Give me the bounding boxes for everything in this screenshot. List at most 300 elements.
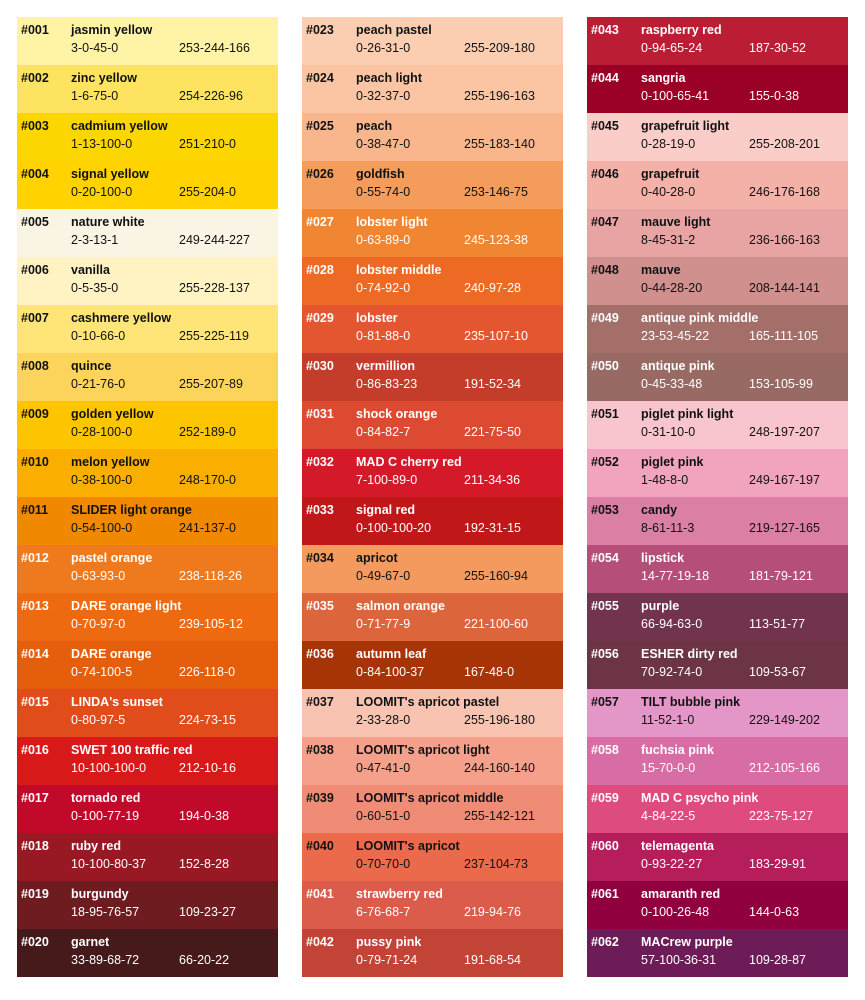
swatch-number: #048 bbox=[591, 263, 619, 277]
swatch-name: burgundy bbox=[71, 887, 129, 901]
swatch-cmyk: 0-28-100-0 bbox=[71, 425, 133, 439]
color-swatch bbox=[587, 785, 848, 833]
swatch-rgb: 219-94-76 bbox=[464, 905, 521, 919]
swatch-rgb: 152-8-28 bbox=[179, 857, 230, 871]
swatch-cmyk: 57-100-36-31 bbox=[641, 953, 717, 967]
swatch-cmyk: 3-0-45-0 bbox=[71, 41, 119, 55]
swatch-number: #014 bbox=[21, 647, 49, 661]
swatch-number: #005 bbox=[21, 215, 49, 229]
swatch-cmyk: 0-38-47-0 bbox=[356, 137, 411, 151]
swatch-rgb: 251-210-0 bbox=[179, 137, 236, 151]
swatch-number: #037 bbox=[306, 695, 334, 709]
swatch-name: tornado red bbox=[71, 791, 141, 805]
swatch-cmyk: 0-21-76-0 bbox=[71, 377, 126, 391]
swatch-cmyk: 6-76-68-7 bbox=[356, 905, 411, 919]
swatch-rgb: 255-160-94 bbox=[464, 569, 528, 583]
swatch-number: #045 bbox=[591, 119, 619, 133]
swatch-name: lobster light bbox=[356, 215, 428, 229]
swatch-number: #023 bbox=[306, 23, 334, 37]
swatch-cmyk: 23-53-45-22 bbox=[641, 329, 710, 343]
color-swatch bbox=[587, 545, 848, 593]
swatch-number: #017 bbox=[21, 791, 49, 805]
color-swatch bbox=[302, 257, 563, 305]
swatch-name: zinc yellow bbox=[71, 71, 137, 85]
color-swatch bbox=[302, 641, 563, 689]
swatch-cmyk: 0-32-37-0 bbox=[356, 89, 411, 103]
color-column-2 bbox=[302, 17, 563, 977]
color-swatch bbox=[17, 545, 278, 593]
color-swatch bbox=[302, 737, 563, 785]
swatch-name: lipstick bbox=[641, 551, 685, 565]
swatch-name: vanilla bbox=[71, 263, 110, 277]
swatch-number: #031 bbox=[306, 407, 334, 421]
swatch-rgb: 167-48-0 bbox=[464, 665, 515, 679]
color-swatch bbox=[302, 449, 563, 497]
swatch-number: #059 bbox=[591, 791, 619, 805]
swatch-name: grapefruit bbox=[641, 167, 700, 181]
color-swatch bbox=[17, 497, 278, 545]
color-swatch bbox=[302, 497, 563, 545]
swatch-cmyk: 0-54-100-0 bbox=[71, 521, 133, 535]
swatch-number: #003 bbox=[21, 119, 49, 133]
color-swatch bbox=[587, 689, 848, 737]
swatch-rgb: 254-226-96 bbox=[179, 89, 243, 103]
swatch-rgb: 255-207-89 bbox=[179, 377, 243, 391]
color-swatch bbox=[17, 641, 278, 689]
swatch-number: #051 bbox=[591, 407, 619, 421]
swatch-name: ruby red bbox=[71, 839, 122, 853]
swatch-rgb: 255-196-180 bbox=[464, 713, 535, 727]
swatch-number: #013 bbox=[21, 599, 49, 613]
swatch-rgb: 244-160-140 bbox=[464, 761, 535, 775]
swatch-cmyk: 0-100-65-41 bbox=[641, 89, 710, 103]
swatch-rgb: 223-75-127 bbox=[749, 809, 813, 823]
color-swatch bbox=[587, 833, 848, 881]
swatch-number: #049 bbox=[591, 311, 619, 325]
swatch-number: #026 bbox=[306, 167, 334, 181]
swatch-rgb: 192-31-15 bbox=[464, 521, 521, 535]
color-swatch bbox=[17, 401, 278, 449]
swatch-rgb: 253-244-166 bbox=[179, 41, 250, 55]
swatch-rgb: 255-204-0 bbox=[179, 185, 236, 199]
swatch-name: nature white bbox=[71, 215, 145, 229]
swatch-rgb: 212-10-16 bbox=[179, 761, 236, 775]
swatch-rgb: 235-107-10 bbox=[464, 329, 528, 343]
swatch-number: #057 bbox=[591, 695, 619, 709]
swatch-name: lobster middle bbox=[356, 263, 442, 277]
swatch-cmyk: 0-31-10-0 bbox=[641, 425, 696, 439]
swatch-cmyk: 33-89-68-72 bbox=[71, 953, 140, 967]
swatch-name: shock orange bbox=[356, 407, 438, 421]
color-swatch bbox=[302, 401, 563, 449]
swatch-rgb: 241-137-0 bbox=[179, 521, 236, 535]
swatch-number: #002 bbox=[21, 71, 49, 85]
color-column-3 bbox=[587, 17, 848, 977]
swatch-cmyk: 4-84-22-5 bbox=[641, 809, 696, 823]
swatch-name: apricot bbox=[356, 551, 398, 565]
swatch-number: #050 bbox=[591, 359, 619, 373]
swatch-cmyk: 18-95-76-57 bbox=[71, 905, 140, 919]
swatch-cmyk: 8-61-11-3 bbox=[641, 521, 695, 535]
swatch-number: #044 bbox=[591, 71, 619, 85]
swatch-number: #018 bbox=[21, 839, 49, 853]
color-swatch bbox=[302, 305, 563, 353]
swatch-rgb: 191-52-34 bbox=[464, 377, 521, 391]
swatch-rgb: 226-118-0 bbox=[179, 665, 236, 679]
swatch-rgb: 249-244-227 bbox=[179, 233, 250, 247]
swatch-rgb: 240-97-28 bbox=[464, 281, 521, 295]
color-swatch bbox=[587, 929, 848, 977]
swatch-number: #006 bbox=[21, 263, 49, 277]
swatch-cmyk: 0-26-31-0 bbox=[356, 41, 411, 55]
swatch-name: candy bbox=[641, 503, 678, 517]
swatch-number: #011 bbox=[21, 503, 49, 517]
swatch-rgb: 109-28-87 bbox=[749, 953, 806, 967]
swatch-cmyk: 0-44-28-20 bbox=[641, 281, 703, 295]
swatch-name: melon yellow bbox=[71, 455, 150, 469]
color-swatch bbox=[17, 305, 278, 353]
swatch-name: LOOMIT's apricot middle bbox=[356, 791, 504, 805]
swatch-name: mauve light bbox=[641, 215, 711, 229]
swatch-number: #016 bbox=[21, 743, 49, 757]
color-swatch bbox=[302, 113, 563, 161]
swatch-name: telemagenta bbox=[641, 839, 714, 853]
swatch-cmyk: 0-20-100-0 bbox=[71, 185, 133, 199]
swatch-name: pastel orange bbox=[71, 551, 153, 565]
swatch-number: #038 bbox=[306, 743, 334, 757]
color-swatch bbox=[302, 593, 563, 641]
swatch-cmyk: 70-92-74-0 bbox=[641, 665, 703, 679]
color-swatch bbox=[17, 785, 278, 833]
swatch-cmyk: 0-100-26-48 bbox=[641, 905, 710, 919]
swatch-cmyk: 0-38-100-0 bbox=[71, 473, 133, 487]
swatch-cmyk: 11-52-1-0 bbox=[641, 713, 695, 727]
swatch-number: #015 bbox=[21, 695, 49, 709]
swatch-rgb: 255-209-180 bbox=[464, 41, 535, 55]
swatch-cmyk: 0-80-97-5 bbox=[71, 713, 126, 727]
swatch-number: #042 bbox=[306, 935, 334, 949]
swatch-number: #012 bbox=[21, 551, 49, 565]
swatch-number: #060 bbox=[591, 839, 619, 853]
swatch-number: #009 bbox=[21, 407, 49, 421]
swatch-rgb: 248-170-0 bbox=[179, 473, 236, 487]
color-swatch bbox=[587, 257, 848, 305]
swatch-name: garnet bbox=[71, 935, 110, 949]
swatch-cmyk: 0-55-74-0 bbox=[356, 185, 411, 199]
swatch-name: antique pink bbox=[641, 359, 715, 373]
swatch-rgb: 229-149-202 bbox=[749, 713, 820, 727]
swatch-rgb: 191-68-54 bbox=[464, 953, 521, 967]
swatch-name: signal red bbox=[356, 503, 416, 517]
swatch-cmyk: 0-100-100-20 bbox=[356, 521, 432, 535]
color-swatch bbox=[17, 593, 278, 641]
swatch-rgb: 238-118-26 bbox=[179, 569, 243, 583]
color-swatch bbox=[302, 161, 563, 209]
swatch-rgb: 211-34-36 bbox=[464, 473, 521, 487]
swatch-rgb: 144-0-63 bbox=[749, 905, 800, 919]
swatch-number: #040 bbox=[306, 839, 334, 853]
color-swatch bbox=[17, 257, 278, 305]
color-swatch bbox=[587, 593, 848, 641]
swatch-cmyk: 0-70-97-0 bbox=[71, 617, 126, 631]
swatch-name: lobster bbox=[356, 311, 398, 325]
swatch-cmyk: 0-93-22-27 bbox=[641, 857, 703, 871]
color-swatch bbox=[302, 353, 563, 401]
swatch-name: raspberry red bbox=[641, 23, 722, 37]
swatch-cmyk: 1-48-8-0 bbox=[641, 473, 689, 487]
color-swatch bbox=[587, 161, 848, 209]
color-swatch bbox=[17, 737, 278, 785]
swatch-rgb: 253-146-75 bbox=[464, 185, 528, 199]
swatch-name: autumn leaf bbox=[356, 647, 427, 661]
color-swatch bbox=[587, 737, 848, 785]
color-swatch bbox=[17, 17, 278, 65]
swatch-number: #052 bbox=[591, 455, 619, 469]
swatch-name: mauve bbox=[641, 263, 681, 277]
swatch-name: piglet pink bbox=[641, 455, 704, 469]
color-swatch bbox=[302, 833, 563, 881]
swatch-rgb: 249-167-197 bbox=[749, 473, 820, 487]
swatch-cmyk: 15-70-0-0 bbox=[641, 761, 696, 775]
swatch-cmyk: 0-84-100-37 bbox=[356, 665, 425, 679]
swatch-cmyk: 8-45-31-2 bbox=[641, 233, 696, 247]
color-swatch bbox=[587, 113, 848, 161]
swatch-rgb: 181-79-121 bbox=[749, 569, 813, 583]
swatch-name: grapefruit light bbox=[641, 119, 730, 133]
swatch-cmyk: 0-63-89-0 bbox=[356, 233, 411, 247]
swatch-cmyk: 0-70-70-0 bbox=[356, 857, 411, 871]
color-swatch bbox=[17, 929, 278, 977]
color-swatch bbox=[587, 641, 848, 689]
swatch-rgb: 109-53-67 bbox=[749, 665, 806, 679]
swatch-name: golden yellow bbox=[71, 407, 154, 421]
swatch-cmyk: 10-100-80-37 bbox=[71, 857, 147, 871]
swatch-cmyk: 0-47-41-0 bbox=[356, 761, 411, 775]
color-swatch bbox=[587, 305, 848, 353]
swatch-name: LINDA's sunset bbox=[71, 695, 163, 709]
swatch-rgb: 255-196-163 bbox=[464, 89, 535, 103]
swatch-name: ESHER dirty red bbox=[641, 647, 738, 661]
color-swatch bbox=[17, 161, 278, 209]
swatch-name: MAD C cherry red bbox=[356, 455, 462, 469]
swatch-name: amaranth red bbox=[641, 887, 721, 901]
swatch-rgb: 246-176-168 bbox=[749, 185, 820, 199]
swatch-cmyk: 10-100-100-0 bbox=[71, 761, 147, 775]
swatch-name: purple bbox=[641, 599, 680, 613]
swatch-rgb: 248-197-207 bbox=[749, 425, 820, 439]
swatch-rgb: 255-183-140 bbox=[464, 137, 535, 151]
color-swatch bbox=[17, 209, 278, 257]
swatch-rgb: 255-208-201 bbox=[749, 137, 820, 151]
swatch-rgb: 245-123-38 bbox=[464, 233, 528, 247]
swatch-cmyk: 0-60-51-0 bbox=[356, 809, 411, 823]
color-swatch bbox=[302, 65, 563, 113]
swatch-cmyk: 0-86-83-23 bbox=[356, 377, 418, 391]
color-swatch bbox=[302, 209, 563, 257]
swatch-rgb: 237-104-73 bbox=[464, 857, 528, 871]
swatch-name: quince bbox=[71, 359, 112, 373]
swatch-rgb: 212-105-166 bbox=[749, 761, 820, 775]
color-swatch bbox=[587, 353, 848, 401]
swatch-name: fuchsia pink bbox=[641, 743, 714, 757]
swatch-cmyk: 0-71-77-9 bbox=[356, 617, 411, 631]
color-swatch bbox=[587, 449, 848, 497]
swatch-rgb: 221-75-50 bbox=[464, 425, 521, 439]
swatch-number: #043 bbox=[591, 23, 619, 37]
swatch-number: #027 bbox=[306, 215, 334, 229]
swatch-number: #034 bbox=[306, 551, 334, 565]
swatch-number: #024 bbox=[306, 71, 334, 85]
swatch-number: #054 bbox=[591, 551, 619, 565]
swatch-rgb: 255-225-119 bbox=[179, 329, 249, 343]
swatch-number: #030 bbox=[306, 359, 334, 373]
swatch-cmyk: 0-10-66-0 bbox=[71, 329, 126, 343]
swatch-cmyk: 0-5-35-0 bbox=[71, 281, 119, 295]
swatch-rgb: 109-23-27 bbox=[179, 905, 236, 919]
swatch-cmyk: 0-100-77-19 bbox=[71, 809, 140, 823]
swatch-name: MACrew purple bbox=[641, 935, 733, 949]
swatch-name: DARE orange bbox=[71, 647, 152, 661]
swatch-rgb: 187-30-52 bbox=[749, 41, 806, 55]
color-swatch bbox=[17, 113, 278, 161]
swatch-name: cadmium yellow bbox=[71, 119, 168, 133]
swatch-rgb: 239-105-12 bbox=[179, 617, 243, 631]
swatch-number: #055 bbox=[591, 599, 619, 613]
color-swatch bbox=[587, 65, 848, 113]
swatch-cmyk: 2-33-28-0 bbox=[356, 713, 411, 727]
swatch-name: LOOMIT's apricot bbox=[356, 839, 460, 853]
swatch-cmyk: 0-45-33-48 bbox=[641, 377, 703, 391]
swatch-number: #061 bbox=[591, 887, 619, 901]
swatch-number: #025 bbox=[306, 119, 334, 133]
color-swatch bbox=[17, 449, 278, 497]
swatch-cmyk: 0-28-19-0 bbox=[641, 137, 696, 151]
swatch-rgb: 224-73-15 bbox=[179, 713, 236, 727]
swatch-rgb: 221-100-60 bbox=[464, 617, 528, 631]
swatch-cmyk: 0-49-67-0 bbox=[356, 569, 411, 583]
swatch-cmyk: 0-94-65-24 bbox=[641, 41, 703, 55]
swatch-number: #010 bbox=[21, 455, 49, 469]
swatch-name: goldfish bbox=[356, 167, 405, 181]
swatch-cmyk: 0-63-93-0 bbox=[71, 569, 126, 583]
swatch-rgb: 155-0-38 bbox=[749, 89, 800, 103]
swatch-name: TILT bubble pink bbox=[641, 695, 741, 709]
swatch-number: #028 bbox=[306, 263, 334, 277]
swatch-rgb: 255-142-121 bbox=[464, 809, 535, 823]
swatch-number: #046 bbox=[591, 167, 619, 181]
swatch-rgb: 219-127-165 bbox=[749, 521, 820, 535]
color-swatch bbox=[302, 881, 563, 929]
swatch-number: #041 bbox=[306, 887, 334, 901]
swatch-number: #033 bbox=[306, 503, 334, 517]
swatch-cmyk: 0-40-28-0 bbox=[641, 185, 696, 199]
color-column-1 bbox=[17, 17, 278, 977]
swatch-number: #058 bbox=[591, 743, 619, 757]
color-swatch bbox=[587, 497, 848, 545]
swatch-number: #029 bbox=[306, 311, 334, 325]
swatch-name: vermillion bbox=[356, 359, 416, 373]
swatch-name: LOOMIT's apricot light bbox=[356, 743, 490, 757]
color-swatch bbox=[17, 833, 278, 881]
swatch-name: SWET 100 traffic red bbox=[71, 743, 193, 757]
swatch-cmyk: 66-94-63-0 bbox=[641, 617, 703, 631]
swatch-rgb: 113-51-77 bbox=[749, 617, 806, 631]
swatch-name: peach pastel bbox=[356, 23, 432, 37]
swatch-name: SLIDER light orange bbox=[71, 503, 192, 517]
swatch-cmyk: 14-77-19-18 bbox=[641, 569, 710, 583]
swatch-name: strawberry red bbox=[356, 887, 443, 901]
swatch-number: #039 bbox=[306, 791, 334, 805]
color-swatch bbox=[302, 545, 563, 593]
swatch-name: pussy pink bbox=[356, 935, 422, 949]
swatch-rgb: 236-166-163 bbox=[749, 233, 820, 247]
swatch-name: sangria bbox=[641, 71, 686, 85]
swatch-number: #053 bbox=[591, 503, 619, 517]
swatch-rgb: 255-228-137 bbox=[179, 281, 250, 295]
swatch-cmyk: 2-3-13-1 bbox=[71, 233, 119, 247]
swatch-name: signal yellow bbox=[71, 167, 149, 181]
swatch-number: #019 bbox=[21, 887, 49, 901]
swatch-number: #035 bbox=[306, 599, 334, 613]
swatch-number: #020 bbox=[21, 935, 49, 949]
swatch-rgb: 66-20-22 bbox=[179, 953, 230, 967]
swatch-cmyk: 0-79-71-24 bbox=[356, 953, 418, 967]
color-swatch bbox=[587, 17, 848, 65]
color-swatch bbox=[302, 785, 563, 833]
swatch-number: #004 bbox=[21, 167, 49, 181]
swatch-number: #056 bbox=[591, 647, 619, 661]
swatch-cmyk: 7-100-89-0 bbox=[356, 473, 418, 487]
swatch-cmyk: 1-13-100-0 bbox=[71, 137, 133, 151]
swatch-number: #001 bbox=[21, 23, 49, 37]
color-swatch bbox=[302, 689, 563, 737]
swatch-number: #008 bbox=[21, 359, 49, 373]
color-swatch bbox=[587, 401, 848, 449]
swatch-cmyk: 0-81-88-0 bbox=[356, 329, 411, 343]
swatch-rgb: 252-189-0 bbox=[179, 425, 236, 439]
swatch-number: #007 bbox=[21, 311, 49, 325]
color-swatch bbox=[17, 689, 278, 737]
swatch-cmyk: 0-74-92-0 bbox=[356, 281, 411, 295]
swatch-name: DARE orange light bbox=[71, 599, 182, 613]
color-swatch bbox=[302, 929, 563, 977]
swatch-number: #036 bbox=[306, 647, 334, 661]
swatch-cmyk: 0-84-82-7 bbox=[356, 425, 411, 439]
swatch-number: #032 bbox=[306, 455, 334, 469]
color-swatch bbox=[17, 881, 278, 929]
swatch-rgb: 194-0-38 bbox=[179, 809, 230, 823]
swatch-name: piglet pink light bbox=[641, 407, 734, 421]
swatch-number: #062 bbox=[591, 935, 619, 949]
swatch-rgb: 208-144-141 bbox=[749, 281, 820, 295]
color-swatch bbox=[17, 65, 278, 113]
swatch-name: antique pink middle bbox=[641, 311, 759, 325]
swatch-name: MAD C psycho pink bbox=[641, 791, 759, 805]
swatch-name: cashmere yellow bbox=[71, 311, 172, 325]
color-swatch bbox=[587, 209, 848, 257]
swatch-name: peach light bbox=[356, 71, 422, 85]
swatch-rgb: 153-105-99 bbox=[749, 377, 813, 391]
swatch-cmyk: 0-74-100-5 bbox=[71, 665, 133, 679]
swatch-number: #047 bbox=[591, 215, 619, 229]
color-swatch bbox=[302, 17, 563, 65]
swatch-rgb: 165-111-105 bbox=[749, 329, 819, 343]
swatch-name: salmon orange bbox=[356, 599, 445, 613]
swatch-cmyk: 1-6-75-0 bbox=[71, 89, 119, 103]
swatch-name: peach bbox=[356, 119, 393, 133]
swatch-name: LOOMIT's apricot pastel bbox=[356, 695, 500, 709]
swatch-name: jasmin yellow bbox=[71, 23, 153, 37]
